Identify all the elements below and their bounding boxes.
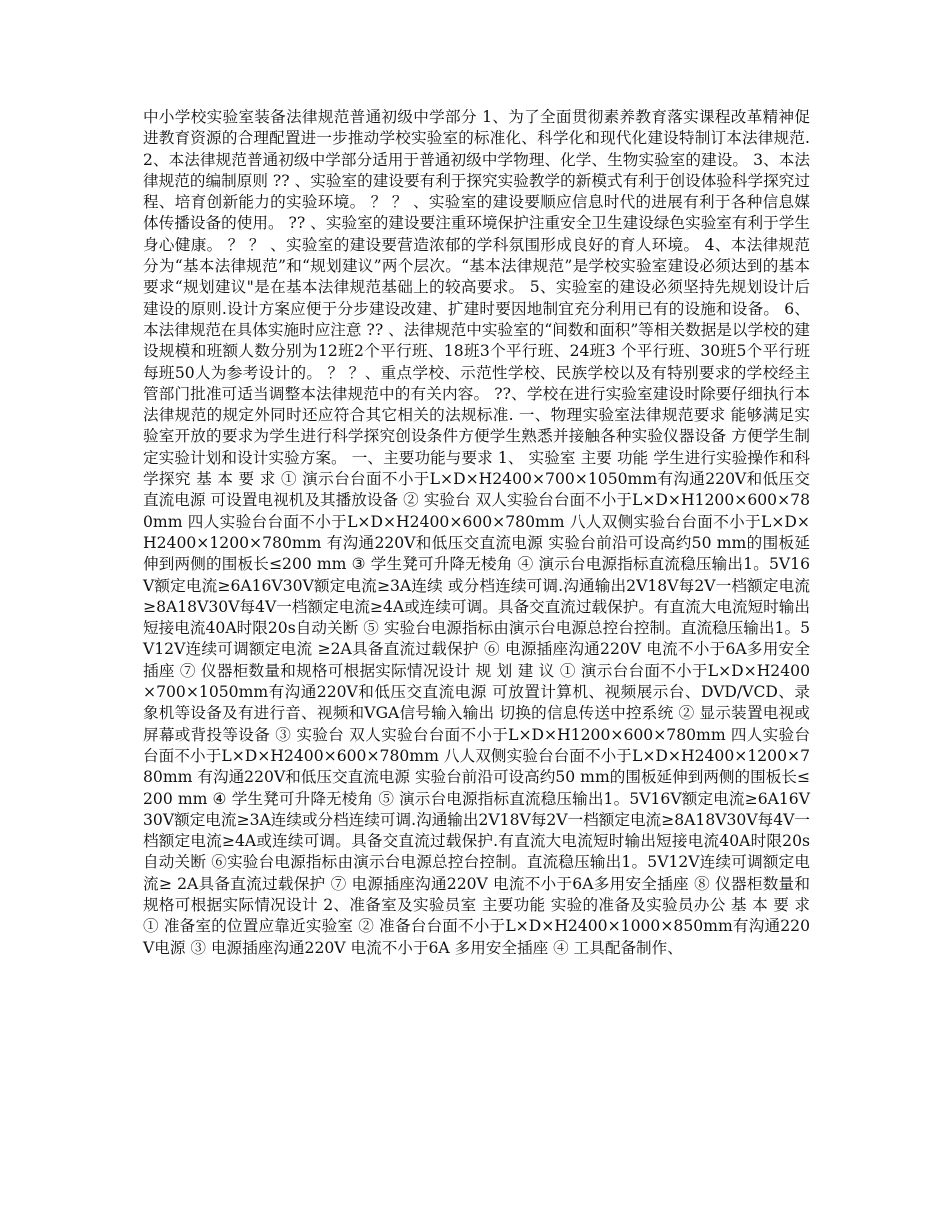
- document-body-text: 中小学校实验室装备法律规范普通初级中学部分 1、为了全面贯彻素养教育落实课程改革精神促进教育资源的合理配置进一步推动学校实验室的标准化、科学化和现代化建设特制订本法律规范. 2、本法律规范普通初级中学部分适用于普通初级中学物理、化学、生物实验室的建设。 3、本法律规范的编制原则 ?? 、实验室的建设要有利于探究实验教学的新模式有利于创设体验科学探究过程、培育创新能力的实验环境。 ？ ？ 、实验室的建设要顺应信息时代的进展有利于各种信息媒体传播设备的使用。 ?? 、实验室的建设要注重环境保护注重安全卫生建设绿色实验室有利于学生身心健康。 ？ ？ 、实验室的建设要营造浓郁的学科氛围形成良好的育人环境。 4、本法律规范分为“基本法律规范”和“规划建议”两个层次。“基本法律规范”是学校实验室建设必须达到的基本要求“规划建议"是在基本法律规范基础上的较高要求。 5、实验室的建设必须坚持先规划设计后建设的原则.设计方案应便于分步建设改建、扩建时要因地制宜充分利用已有的设施和设备。 6、本法律规范在具体实施时应注意 ?? 、法律规范中实验室的“间数和面积”等相关数据是以学校的建设规模和班额人数分别为12班2个平行班、18班3个平行班、24班3 个平行班、30班5个平行班每班50人为参考设计的。 ？ ？、重点学校、示范性学校、民族学校以及有特别要求的学校经主管部门批准可适当调整本法律规范中的有关内容。 ??、学校在进行实验室建设时除要仔细执行本法律规范的规定外同时还应符合其它相关的法规标准. 一、物理实验室法律规范要求 能够满足实验室开放的要求为学生进行科学探究创设条件方便学生熟悉并接触各种实验仪器设备 方便学生制定实验计划和设计实验方案。 一、主要功能与要求 1、 实验室 主要 功能 学生进行实验操作和科学探究 基 本 要 求 ① 演示台台面不小于L×D×H2400×700×1050mm有沟通220V和低压交直流电源 可设置电视机及其播放设备 ② 实验台 双人实验台台面不小于L×D×H1200×600×780mm 四人实验台台面不小于L×D×H2400×600×780mm 八人双侧实验台台面不小于L×D×H2400×1200×780mm 有沟通220V和低压交直流电源 实验台前沿可设高约50 mm的围板延伸到两侧的围板长≤200 mm ③ 学生凳可升降无棱角 ④ 演示台电源指标直流稳压输出1。5V16V额定电流≥6A16V30V额定电流≥3A连续 或分档连续可调.沟通输出2V18V每2V一档额定电流≥8A18V30V每4V一档额定电流≥4A或连续可调。具备交直流过载保护。有直流大电流短时输出短接电流40A时限20s自动关断 ⑤ 实验台电源指标由演示台电源总控台控制。直流稳压输出1。5V12V连续可调额定电流 ≥2A具备直流过载保护 ⑥ 电源插座沟通220V 电流不小于6A多用安全插座 ⑦ 仪器柜数量和规格可根据实际情况设计 规 划 建 议 ① 演示台台面不小于L×D×H2400×700×1050mm有沟通220V和低压交直流电源 可放置计算机、视频展示台、DVD/VCD、录象机等设备及有进行音、视频和VGA信号输入输出 切换的信息传送中控系统 ② 显示装置电视或屏幕或背投等设备 ③ 实验台 双人实验台台面不小于L×D×H1200×600×780mm 四人实验台台面不小于L×D×H2400×600×780mm 八人双侧实验台台面不小于L×D×H2400×1200×780mm 有沟通220V和低压交直流电源 实验台前沿可设高约50 mm的围板延伸到两侧的围板长≤200 mm ④ 学生凳可升降无棱角 ⑤ 演示台电源指标直流稳压输出1。5V16V额定电流≥6A16V30V额定电流≥3A连续或分档连续可调.沟通输出2V18V每2V一档额定电流≥8A18V30V每4V一档额定电流≥4A或连续可调。具备交直流过载保护.有直流大电流短时输出短接电流40A时限20s自动关断 ⑥实验台电源指标由演示台电源总控台控制。直流稳压输出1。5V12V连续可调额定电流≥ 2A具备直流过载保护 ⑦ 电源插座沟通220V 电流不小于6A多用安全插座 ⑧ 仪器柜数量和规格可根据实际情况设计 2、准备室及实验员室 主要功能 实验的准备及实验员办公 基 本 要 求 ① 准备室的位置应靠近实验室 ② 准备台台面不小于L×D×H2400×1000×850mm有沟通220V电源 ③ 电源插座沟通220V 电流不小于6A 多用安全插座 ④ 工具配备制作、: [143, 108, 810, 957]
